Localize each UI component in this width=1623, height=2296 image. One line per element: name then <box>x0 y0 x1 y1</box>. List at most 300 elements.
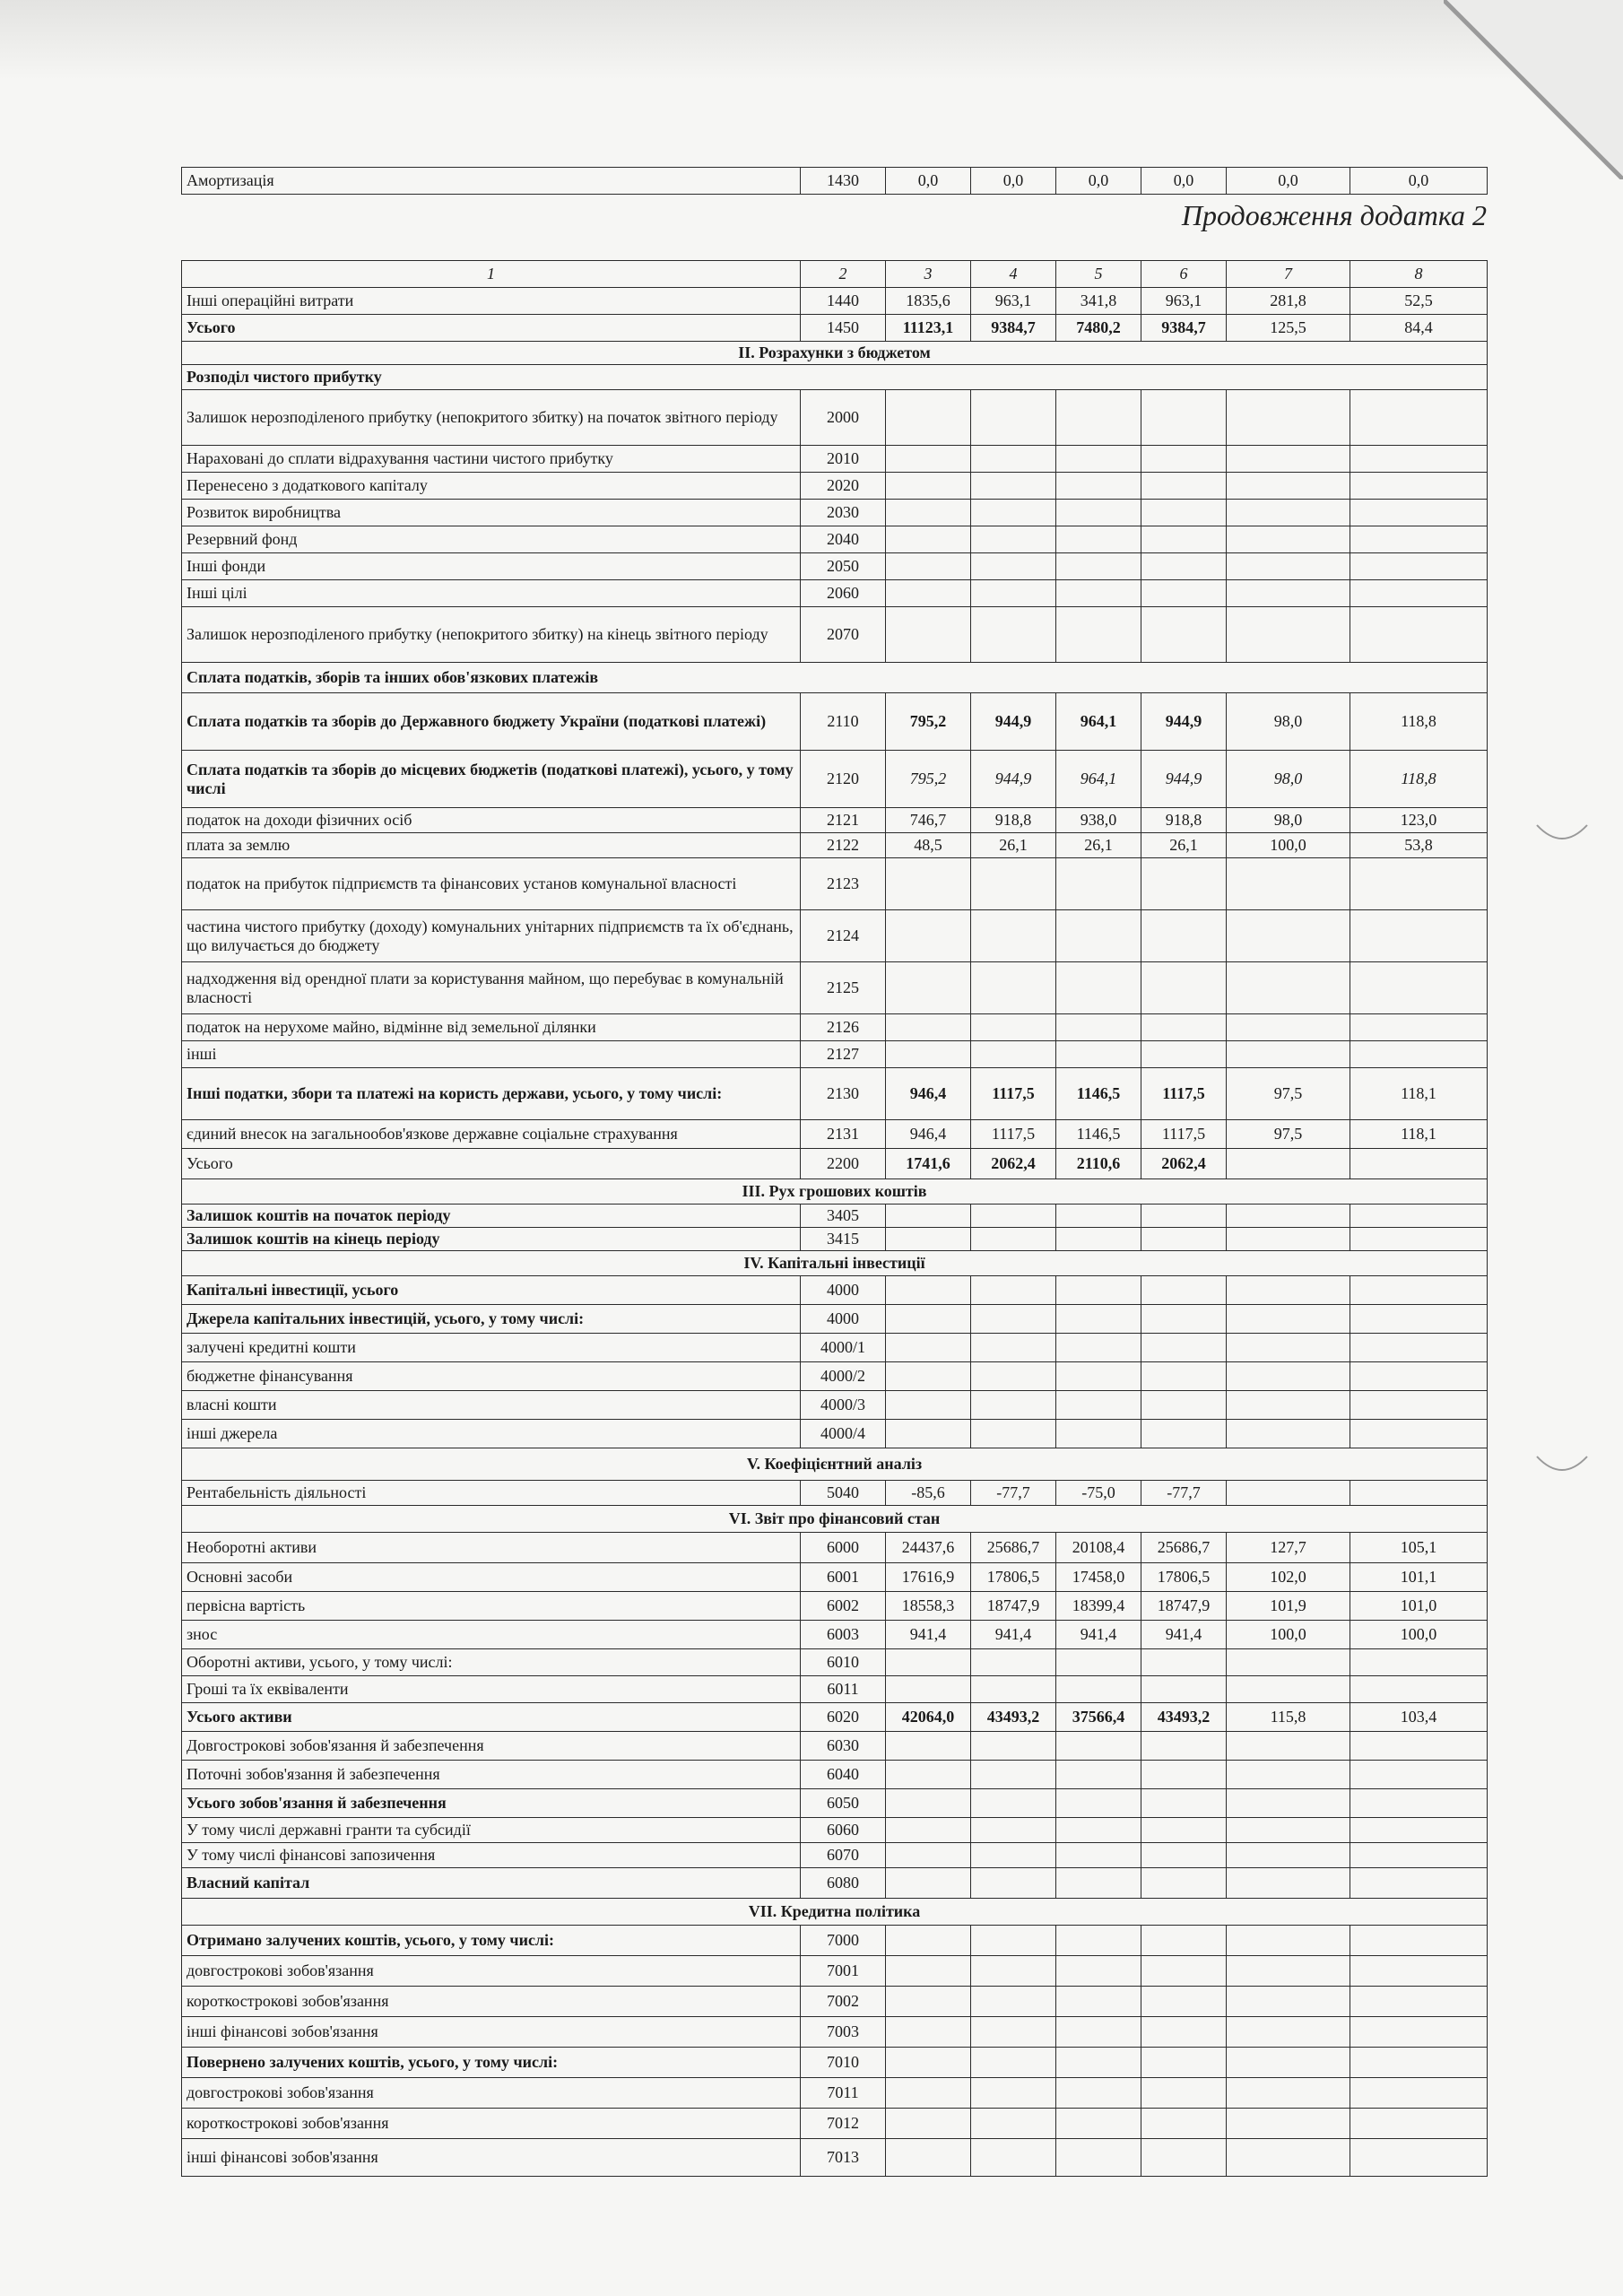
cell-value <box>1056 1362 1141 1391</box>
cell-value <box>971 607 1056 663</box>
cell-value <box>1227 500 1350 526</box>
cell-value <box>1056 1228 1141 1251</box>
cell-value <box>1350 1481 1488 1506</box>
cell-value <box>1227 1041 1350 1068</box>
cell-value <box>1227 1987 1350 2017</box>
row-code: 6001 <box>801 1563 886 1592</box>
cell-value: 795,2 <box>886 751 971 808</box>
cell-value <box>971 1228 1056 1251</box>
cell-value <box>1227 1305 1350 1334</box>
cell-value <box>1141 390 1227 446</box>
cell-value <box>886 1391 971 1420</box>
cell-value <box>1227 1676 1350 1703</box>
cell-value: 946,4 <box>886 1068 971 1120</box>
cell-value <box>1227 2048 1350 2078</box>
row-label: Джерела капітальних інвестицій, усього, у тому числі: <box>182 1305 801 1334</box>
row-code: 6070 <box>801 1843 886 1868</box>
cell-value <box>1227 910 1350 962</box>
table-row <box>182 2048 1488 2078</box>
cell-value <box>1141 1205 1227 1228</box>
cell-value: 963,1 <box>971 288 1056 315</box>
cell-value: 100,0 <box>1350 1621 1488 1649</box>
cell-value <box>1056 2017 1141 2048</box>
cell-value: 938,0 <box>1056 808 1141 833</box>
row-label: Поточні зобов'язання й забезпечення <box>182 1761 801 1789</box>
table-row <box>182 1391 1488 1420</box>
cell-value: 2062,4 <box>1141 1149 1227 1179</box>
row-label: Інші операційні витрати <box>182 288 801 315</box>
cell-value <box>886 446 971 473</box>
row-code: 6010 <box>801 1649 886 1676</box>
row-code: 2120 <box>801 751 886 808</box>
row-code: 2000 <box>801 390 886 446</box>
table-row <box>182 833 1488 858</box>
cell-value <box>1350 1789 1488 1818</box>
row-code: 7003 <box>801 2017 886 2048</box>
cell-value: 118,1 <box>1350 1120 1488 1149</box>
cell-value <box>1141 1789 1227 1818</box>
cell-value <box>886 1649 971 1676</box>
cell-value <box>971 1843 1056 1868</box>
cell-value <box>1227 1014 1350 1041</box>
row-code: 2126 <box>801 1014 886 1041</box>
row-code: 6050 <box>801 1789 886 1818</box>
cell-value: 1146,5 <box>1056 1120 1141 1149</box>
row-label: Розвиток виробництва <box>182 500 801 526</box>
cell-value <box>1227 1276 1350 1305</box>
row-code: 7011 <box>801 2078 886 2109</box>
cell-value <box>971 1926 1056 1956</box>
row-code: 4000/4 <box>801 1420 886 1448</box>
table-row <box>182 1334 1488 1362</box>
cell-value <box>1056 1732 1141 1761</box>
row-label: Залишок коштів на початок періоду <box>182 1205 801 1228</box>
table-row <box>182 2017 1488 2048</box>
row-code: 1430 <box>801 168 886 195</box>
cell-value <box>971 1014 1056 1041</box>
cell-value <box>886 858 971 910</box>
table-row <box>182 1149 1488 1179</box>
cell-value <box>1141 1276 1227 1305</box>
row-label: Основні засоби <box>182 1563 801 1592</box>
cell-value: 101,1 <box>1350 1563 1488 1592</box>
cell-value: 97,5 <box>1227 1068 1350 1120</box>
table-row <box>182 342 1488 365</box>
cell-value <box>971 473 1056 500</box>
table-row <box>182 1649 1488 1676</box>
table-row <box>182 1448 1488 1481</box>
row-code: 2125 <box>801 962 886 1014</box>
row-label: Інші фонди <box>182 553 801 580</box>
cell-value <box>1227 580 1350 607</box>
table-row <box>182 315 1488 342</box>
cell-value <box>971 1789 1056 1818</box>
table-row <box>182 751 1488 808</box>
cell-value <box>1227 446 1350 473</box>
column-header: 6 <box>1141 261 1227 288</box>
row-label: Усього <box>182 315 801 342</box>
cell-value <box>886 473 971 500</box>
row-label: Сплата податків та зборів до Державного бюджету України (податкові платежі) <box>182 693 801 751</box>
cell-value: 918,8 <box>971 808 1056 833</box>
cell-value <box>886 1868 971 1899</box>
row-code: 6002 <box>801 1592 886 1621</box>
cell-value <box>1350 1391 1488 1420</box>
cell-value: 123,0 <box>1350 808 1488 833</box>
table-row <box>182 390 1488 446</box>
column-header: 5 <box>1056 261 1141 288</box>
cell-value: 43493,2 <box>971 1703 1056 1732</box>
row-code: 2130 <box>801 1068 886 1120</box>
cell-value: 17458,0 <box>1056 1563 1141 1592</box>
cell-value <box>971 2078 1056 2109</box>
cell-value <box>886 1732 971 1761</box>
cell-value <box>1227 390 1350 446</box>
cell-value <box>1350 1334 1488 1362</box>
table-row <box>182 1068 1488 1120</box>
cell-value: 52,5 <box>1350 288 1488 315</box>
cell-value: 125,5 <box>1227 315 1350 342</box>
row-label: короткострокові зобов'язання <box>182 2109 801 2139</box>
table-row <box>182 1041 1488 1068</box>
cell-value <box>1056 1676 1141 1703</box>
cell-value: 18558,3 <box>886 1592 971 1621</box>
row-label: надходження від орендної плати за користування майном, що перебуває в комунальній власності <box>182 962 801 1014</box>
cell-value: 963,1 <box>1141 288 1227 315</box>
cell-value <box>1227 2017 1350 2048</box>
row-code: 7000 <box>801 1926 886 1956</box>
column-header: 4 <box>971 261 1056 288</box>
section-title: VII. Кредитна політика <box>182 1899 1488 1926</box>
cell-value <box>1056 526 1141 553</box>
row-label: Повернено залучених коштів, усього, у тому числі: <box>182 2048 801 2078</box>
cell-value <box>1350 553 1488 580</box>
cell-value <box>1141 1391 1227 1420</box>
section-title: VI. Звіт про фінансовий стан <box>182 1506 1488 1533</box>
cell-value <box>1350 2078 1488 2109</box>
row-label: бюджетне фінансування <box>182 1362 801 1391</box>
cell-value <box>886 962 971 1014</box>
cell-value <box>1227 526 1350 553</box>
cell-value <box>1056 1391 1141 1420</box>
row-code: 6040 <box>801 1761 886 1789</box>
cell-value <box>1350 500 1488 526</box>
row-label: Залишок нерозподіленого прибутку (непокритого збитку) на кінець звітного періоду <box>182 607 801 663</box>
cell-value <box>1227 1926 1350 1956</box>
cell-value <box>1350 1276 1488 1305</box>
continued-label: Продовження додатка 2 <box>1181 199 1487 231</box>
table-row <box>182 1420 1488 1448</box>
cell-value: 795,2 <box>886 693 971 751</box>
cell-value <box>971 553 1056 580</box>
row-code: 2060 <box>801 580 886 607</box>
row-label: податок на доходи фізичних осіб <box>182 808 801 833</box>
cell-value: 941,4 <box>1056 1621 1141 1649</box>
row-code: 6011 <box>801 1676 886 1703</box>
column-header: 3 <box>886 261 971 288</box>
cell-value <box>1350 910 1488 962</box>
cell-value <box>971 1956 1056 1987</box>
cell-value <box>1350 607 1488 663</box>
row-code: 2010 <box>801 446 886 473</box>
cell-value: 0,0 <box>1227 168 1350 195</box>
cell-value <box>1350 390 1488 446</box>
cell-value: 17806,5 <box>971 1563 1056 1592</box>
cell-value: 11123,1 <box>886 315 971 342</box>
cell-value <box>886 1956 971 1987</box>
row-code: 2040 <box>801 526 886 553</box>
row-label: Усього зобов'язання й забезпечення <box>182 1789 801 1818</box>
cell-value <box>886 1926 971 1956</box>
section-title: V. Коефіцієнтний аналіз <box>182 1448 1488 1481</box>
cell-value <box>1141 1868 1227 1899</box>
cell-value <box>1227 1420 1350 1448</box>
cell-value <box>1227 1956 1350 1987</box>
cell-value <box>1350 1868 1488 1899</box>
cell-value: 53,8 <box>1350 833 1488 858</box>
cell-value <box>886 2048 971 2078</box>
cell-value <box>886 1334 971 1362</box>
row-label: інші джерела <box>182 1420 801 1448</box>
cell-value: 941,4 <box>971 1621 1056 1649</box>
table-row <box>182 1987 1488 2017</box>
cell-value <box>1141 1987 1227 2017</box>
cell-value <box>1141 473 1227 500</box>
cell-value <box>971 1362 1056 1391</box>
cell-value: 1146,5 <box>1056 1068 1141 1120</box>
cell-value: 97,5 <box>1227 1120 1350 1149</box>
row-code: 7012 <box>801 2109 886 2139</box>
cell-value: 281,8 <box>1227 288 1350 315</box>
table-row <box>182 500 1488 526</box>
cell-value: 18747,9 <box>971 1592 1056 1621</box>
cell-value <box>1350 1926 1488 1956</box>
cell-value <box>1350 2139 1488 2177</box>
table-row <box>182 1732 1488 1761</box>
row-label: податок на прибуток підприємств та фінансових установ комунальної власності <box>182 858 801 910</box>
cell-value: 1741,6 <box>886 1149 971 1179</box>
cell-value <box>1227 607 1350 663</box>
cell-value <box>1350 2017 1488 2048</box>
table-row <box>182 2139 1488 2177</box>
cell-value <box>886 1761 971 1789</box>
cell-value <box>971 2109 1056 2139</box>
cell-value <box>1141 962 1227 1014</box>
row-label: власні кошти <box>182 1391 801 1420</box>
table-row <box>182 168 1488 195</box>
row-code: 6060 <box>801 1818 886 1843</box>
cell-value: 941,4 <box>1141 1621 1227 1649</box>
row-code: 6003 <box>801 1621 886 1649</box>
cell-value <box>1141 500 1227 526</box>
section-title: IV. Капітальні інвестиції <box>182 1251 1488 1276</box>
cell-value <box>1141 1228 1227 1251</box>
table-row <box>182 1014 1488 1041</box>
punch-hole-mark <box>1535 1453 1589 1480</box>
row-label: У тому числі фінансові запозичення <box>182 1843 801 1868</box>
cell-value <box>1056 1014 1141 1041</box>
cell-value <box>1227 553 1350 580</box>
table-row <box>182 1592 1488 1621</box>
cell-value <box>1141 910 1227 962</box>
cell-value <box>1350 1843 1488 1868</box>
cell-value: 944,9 <box>1141 751 1227 808</box>
table-row <box>182 261 1488 288</box>
cell-value <box>971 390 1056 446</box>
table-row <box>182 365 1488 390</box>
table-row <box>182 1899 1488 1926</box>
cell-value: 101,0 <box>1350 1592 1488 1621</box>
cell-value <box>1227 1391 1350 1420</box>
cell-value <box>886 553 971 580</box>
cell-value: 944,9 <box>1141 693 1227 751</box>
table-row <box>182 1868 1488 1899</box>
row-label: плата за землю <box>182 833 801 858</box>
cell-value: 2110,6 <box>1056 1149 1141 1179</box>
cell-value: 98,0 <box>1227 808 1350 833</box>
cell-value <box>1227 1818 1350 1843</box>
row-label: Власний капітал <box>182 1868 801 1899</box>
cell-value <box>1056 858 1141 910</box>
table-row <box>182 1276 1488 1305</box>
cell-value <box>1141 2109 1227 2139</box>
table-row <box>182 1761 1488 1789</box>
scan-top-shadow <box>0 0 1623 81</box>
cell-value <box>1227 1228 1350 1251</box>
cell-value <box>1056 1205 1141 1228</box>
cell-value <box>1350 1732 1488 1761</box>
row-label: короткострокові зобов'язання <box>182 1987 801 2017</box>
row-label: залучені кредитні кошти <box>182 1334 801 1362</box>
cell-value <box>971 526 1056 553</box>
cell-value <box>971 1732 1056 1761</box>
row-code: 1440 <box>801 288 886 315</box>
cell-value <box>1227 2078 1350 2109</box>
row-code: 2121 <box>801 808 886 833</box>
row-label: знос <box>182 1621 801 1649</box>
cell-value <box>886 1228 971 1251</box>
cell-value: 43493,2 <box>1141 1703 1227 1732</box>
cell-value <box>1350 1649 1488 1676</box>
table-row <box>182 2109 1488 2139</box>
cell-value <box>1350 473 1488 500</box>
cell-value: 964,1 <box>1056 693 1141 751</box>
cell-value <box>886 580 971 607</box>
cell-value <box>1350 858 1488 910</box>
cell-value: 98,0 <box>1227 751 1350 808</box>
cell-value <box>886 1987 971 2017</box>
cell-value <box>1056 1926 1141 1956</box>
row-label: Інші цілі <box>182 580 801 607</box>
row-code: 5040 <box>801 1481 886 1506</box>
row-label: податок на нерухоме майно, відмінне від земельної ділянки <box>182 1014 801 1041</box>
cell-value <box>1141 607 1227 663</box>
row-code: 3415 <box>801 1228 886 1251</box>
table-row <box>182 1506 1488 1533</box>
cell-value: 17806,5 <box>1141 1563 1227 1592</box>
row-label: Перенесено з додаткового капіталу <box>182 473 801 500</box>
cell-value <box>1141 2017 1227 2048</box>
table-row <box>182 553 1488 580</box>
table-row <box>182 1676 1488 1703</box>
row-label: інші фінансові зобов'язання <box>182 2139 801 2177</box>
cell-value <box>1350 1014 1488 1041</box>
cell-value: 118,8 <box>1350 693 1488 751</box>
cell-value <box>1141 1420 1227 1448</box>
cell-value: 25686,7 <box>1141 1533 1227 1563</box>
cell-value: 20108,4 <box>1056 1533 1141 1563</box>
cell-value <box>971 2048 1056 2078</box>
cell-value <box>1056 2078 1141 2109</box>
table-row <box>182 1703 1488 1732</box>
cell-value <box>886 1789 971 1818</box>
cell-value: 84,4 <box>1350 315 1488 342</box>
cell-value <box>971 1420 1056 1448</box>
row-code: 2110 <box>801 693 886 751</box>
cell-value <box>1227 473 1350 500</box>
row-label: Рентабельність діяльності <box>182 1481 801 1506</box>
cell-value: 946,4 <box>886 1120 971 1149</box>
table-row <box>182 1843 1488 1868</box>
table-row <box>182 1926 1488 1956</box>
cell-value <box>886 910 971 962</box>
cell-value <box>1056 1649 1141 1676</box>
row-label: довгострокові зобов'язання <box>182 1956 801 1987</box>
row-label: У тому числі державні гранти та субсидії <box>182 1818 801 1843</box>
row-label: Резервний фонд <box>182 526 801 553</box>
table-row <box>182 607 1488 663</box>
row-code: 6020 <box>801 1703 886 1732</box>
cell-value: 127,7 <box>1227 1533 1350 1563</box>
cell-value <box>1056 1041 1141 1068</box>
column-header: 1 <box>182 261 801 288</box>
row-code: 2200 <box>801 1149 886 1179</box>
cell-value: -85,6 <box>886 1481 971 1506</box>
cell-value: 341,8 <box>1056 288 1141 315</box>
cell-value: 105,1 <box>1350 1533 1488 1563</box>
main-table <box>181 260 1488 2177</box>
cell-value: 941,4 <box>886 1621 971 1649</box>
row-label: Усього активи <box>182 1703 801 1732</box>
cell-value <box>886 1205 971 1228</box>
row-code: 6000 <box>801 1533 886 1563</box>
table-row <box>182 1228 1488 1251</box>
table-row <box>182 1956 1488 1987</box>
cell-value <box>1350 526 1488 553</box>
table-row <box>182 1120 1488 1149</box>
cell-value <box>971 1276 1056 1305</box>
cell-value: 1117,5 <box>1141 1120 1227 1149</box>
cell-value: 2062,4 <box>971 1149 1056 1179</box>
cell-value: 18399,4 <box>1056 1592 1141 1621</box>
cell-value: 37566,4 <box>1056 1703 1141 1732</box>
cell-value <box>1350 2109 1488 2139</box>
punch-hole-mark <box>1535 822 1589 848</box>
row-label: єдиний внесок на загальнообов'язкове державне соціальне страхування <box>182 1120 801 1149</box>
cell-value: 1117,5 <box>1141 1068 1227 1120</box>
table-row <box>182 526 1488 553</box>
table-row <box>182 1621 1488 1649</box>
cell-value: 944,9 <box>971 751 1056 808</box>
cell-value <box>1350 1305 1488 1334</box>
cell-value <box>971 1041 1056 1068</box>
row-code: 4000 <box>801 1305 886 1334</box>
row-label: Довгострокові зобов'язання й забезпечення <box>182 1732 801 1761</box>
table-row <box>182 1789 1488 1818</box>
cell-value <box>1056 1276 1141 1305</box>
cell-value: 746,7 <box>886 808 971 833</box>
cell-value <box>886 1276 971 1305</box>
